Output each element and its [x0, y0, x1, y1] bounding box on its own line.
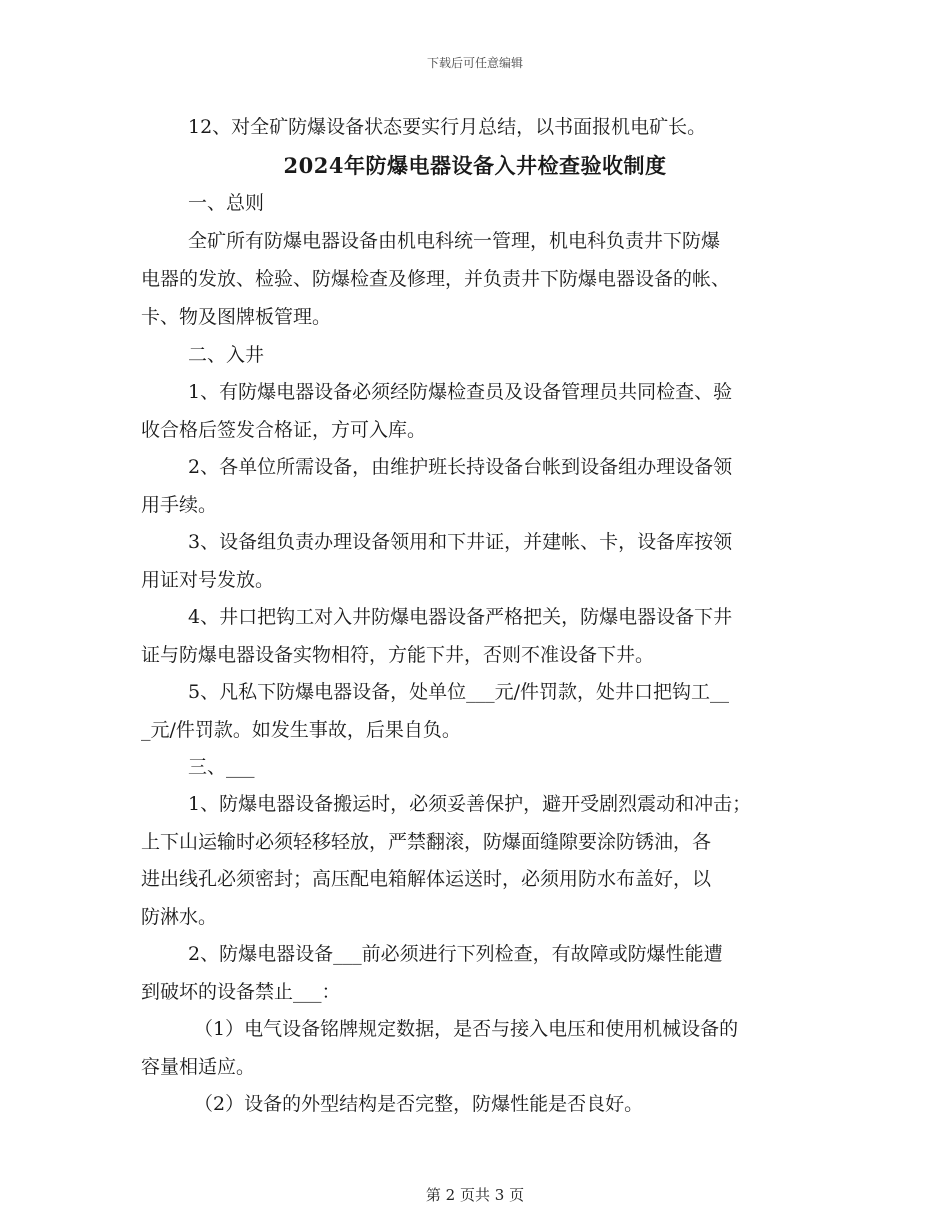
paragraph-line: _元/件罚款。如发生事故，后果自负。: [141, 719, 461, 741]
paragraph-line: 12、对全矿防爆设备状态要实行月总结，以书面报机电矿长。: [188, 116, 707, 138]
paragraph-line: 用手续。: [141, 494, 218, 516]
paragraph-line: 用证对号发放。: [141, 569, 275, 591]
paragraph-line: 3、设备组负责办理设备领用和下井证，并建帐、卡，设备库按领: [188, 531, 733, 553]
section-heading: 二、入井: [188, 344, 265, 366]
header-note: 下载后可任意编辑: [426, 56, 523, 70]
paragraph-line: 1、防爆电器设备搬运时，必须妥善保护，避开受剧烈震动和冲击；: [188, 793, 752, 815]
paragraph-line: 防淋水。: [141, 906, 218, 928]
paragraph-line: 全矿所有防爆电器设备由机电科统一管理，机电科负责井下防爆: [188, 230, 721, 252]
paragraph-line: 上下山运输时必须轻移轻放，严禁翻滚，防爆面缝隙要涂防锈油，各: [141, 831, 712, 853]
section-heading: 三、___: [188, 756, 255, 778]
paragraph-line: 5、凡私下防爆电器设备，处单位___元/件罚款，处井口把钩工__: [188, 681, 729, 703]
paragraph-line: 电器的发放、检验、防爆检查及修理，并负责井下防爆电器设备的帐、: [141, 268, 731, 290]
document-title: 2024年防爆电器设备入井检查验收制度: [283, 153, 667, 178]
paragraph-line: 4、井口把钩工对入井防爆电器设备严格把关，防爆电器设备下井: [188, 606, 733, 628]
paragraph-line: （2）设备的外型结构是否完整，防爆性能是否良好。: [194, 1093, 644, 1115]
paragraph-line: （1）电气设备铭牌规定数据，是否与接入电压和使用机械设备的: [194, 1018, 739, 1040]
paragraph-line: 卡、物及图牌板管理。: [141, 306, 332, 328]
paragraph-line: 容量相适应。: [141, 1056, 256, 1078]
paragraph-line: 进出线孔必须密封；高压配电箱解体运送时，必须用防水布盖好，以: [141, 868, 712, 890]
paragraph-line: 2、各单位所需设备，由维护班长持设备台帐到设备组办理设备领: [188, 456, 733, 478]
section-heading: 一、总则: [188, 192, 265, 214]
paragraph-line: 到破坏的设备禁止___：: [141, 981, 341, 1003]
page-number: 第 2 页共 3 页: [425, 1186, 525, 1204]
paragraph-line: 收合格后签发合格证，方可入库。: [141, 419, 427, 441]
paragraph-line: 1、有防爆电器设备必须经防爆检查员及设备管理员共同检查、验: [188, 381, 733, 403]
paragraph-line: 2、防爆电器设备___前必须进行下列检查，有故障或防爆性能遭: [188, 943, 723, 965]
paragraph-line: 证与防爆电器设备实物相符，方能下井，否则不准设备下井。: [141, 644, 655, 666]
